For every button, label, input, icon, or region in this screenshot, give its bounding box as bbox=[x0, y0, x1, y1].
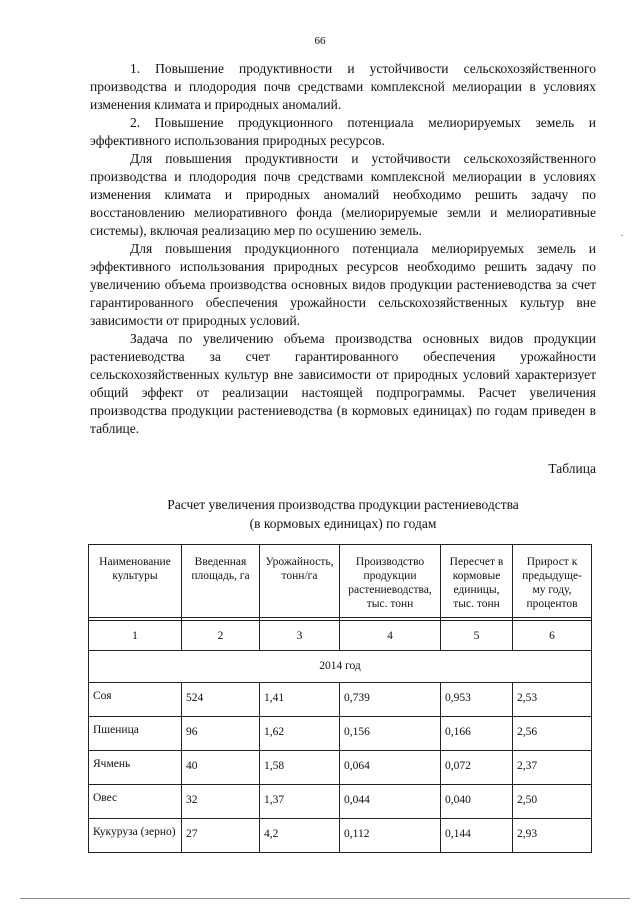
year-row bbox=[89, 651, 592, 683]
table-cell: 4,2 bbox=[260, 819, 340, 853]
table-cell: 0,739 bbox=[340, 683, 441, 717]
table-cell: 0,166 bbox=[441, 717, 513, 751]
crop-name: Овес bbox=[89, 785, 182, 819]
table-cell: 0,040 bbox=[441, 785, 513, 819]
table-title bbox=[90, 495, 596, 533]
header-cell: Производство продукции растениеводства, тыс. тонн bbox=[340, 545, 441, 618]
table-cell: 96 bbox=[182, 717, 260, 751]
crop-name: Ячмень bbox=[89, 751, 182, 785]
table-cell: 0,953 bbox=[441, 683, 513, 717]
header-cell: Урожайность, тонн/га bbox=[260, 545, 340, 618]
table-cell: 0,156 bbox=[340, 717, 441, 751]
column-number: 5 bbox=[441, 621, 513, 651]
table-cell: 1,37 bbox=[260, 785, 340, 819]
table-cell: 27 bbox=[182, 819, 260, 853]
column-number: 3 bbox=[260, 621, 340, 651]
table-row bbox=[89, 717, 592, 751]
header-cell: Прирост к предыдуще-му году, процентов bbox=[513, 545, 592, 618]
table-cell: 524 bbox=[182, 683, 260, 717]
table-cell: 1,62 bbox=[260, 717, 340, 751]
column-number: 2 bbox=[182, 621, 260, 651]
paragraph-1: 1. Повышение продуктивности и устойчивости сельскохозяйственного производства и плодородия почв средствами комплексной мелиорации в условиях изменения климата и природных аномалий. bbox=[90, 61, 596, 112]
table-cell: 2,93 bbox=[513, 819, 592, 853]
header-cell: Пересчет в кормовые единицы, тыс. тонн bbox=[441, 545, 513, 618]
crop-name: Кукуруза (зерно) bbox=[89, 819, 182, 853]
header-cell: Введенная площадь, га bbox=[182, 545, 260, 618]
body-text bbox=[90, 60, 596, 438]
header-row bbox=[89, 545, 592, 618]
table-title-line-1: Расчет увеличения производства продукции растениеводства bbox=[167, 497, 519, 512]
data-table bbox=[88, 544, 592, 853]
table-cell: 0,064 bbox=[340, 751, 441, 785]
table-label: Таблица bbox=[548, 461, 596, 476]
column-number: 4 bbox=[340, 621, 441, 651]
crop-name: Соя bbox=[89, 683, 182, 717]
table-title-line-2: (в кормовых единицах) по годам bbox=[249, 516, 437, 531]
page-bottom-edge bbox=[20, 898, 630, 899]
table-row bbox=[89, 751, 592, 785]
year-label: 2014 год bbox=[89, 651, 592, 683]
table-cell: 32 bbox=[182, 785, 260, 819]
column-number: 1 bbox=[89, 621, 182, 651]
column-number: 6 bbox=[513, 621, 592, 651]
column-number-row bbox=[89, 621, 592, 651]
table-row bbox=[89, 819, 592, 853]
table-cell: 2,53 bbox=[513, 683, 592, 717]
paragraph-5: Задача по увеличению объема производства основных видов продукции растениеводства за счет гарантированного обеспечения урожайности сельскохозяйственных культур вне зависимости от природных условий характеризует общий эффект от реализации настоящей подпрограммы. Расчет увеличения производства продукции растениеводства (в кормовых единицах) по годам приведен в таблице. bbox=[90, 331, 596, 436]
table-cell: 0,144 bbox=[441, 819, 513, 853]
crop-name: Пшеница bbox=[89, 717, 182, 751]
table-cell: 0,044 bbox=[340, 785, 441, 819]
table-cell: 1,41 bbox=[260, 683, 340, 717]
table-row bbox=[89, 683, 592, 717]
paragraph-2: 2. Повышение продукционного потенциала мелиорируемых земель и эффективного использования природных ресурсов. bbox=[90, 115, 596, 148]
table-cell: 2,50 bbox=[513, 785, 592, 819]
page-number: 66 bbox=[314, 35, 326, 47]
table-row bbox=[89, 785, 592, 819]
paragraph-4: Для повышения продукционного потенциала мелиорируемых земель и эффективного использования природных ресурсов необходимо решить задачу по увеличению объема производства основных видов продукции растениеводства за счет гарантированного обеспечения урожайности сельскохозяйственных культур вне зависимости от природных условий. bbox=[90, 241, 596, 328]
table-cell: 0,112 bbox=[340, 819, 441, 853]
table-cell: 0,072 bbox=[441, 751, 513, 785]
margin-mark: · bbox=[620, 228, 624, 242]
table-cell: 40 bbox=[182, 751, 260, 785]
paragraph-3: Для повышения продуктивности и устойчивости сельскохозяйственного производства и плодородия почв средствами комплексной мелиорации в условиях изменения климата и природных аномалий необходимо решить задачу по восстановлению мелиоративного фонда (мелиорируемые земли и мелиоративные системы), включая реализацию мер по осушению земель. bbox=[90, 151, 596, 238]
header-cell: Наименование культуры bbox=[89, 545, 182, 618]
table-cell: 1,58 bbox=[260, 751, 340, 785]
table-cell: 2,56 bbox=[513, 717, 592, 751]
table-cell: 2,37 bbox=[513, 751, 592, 785]
